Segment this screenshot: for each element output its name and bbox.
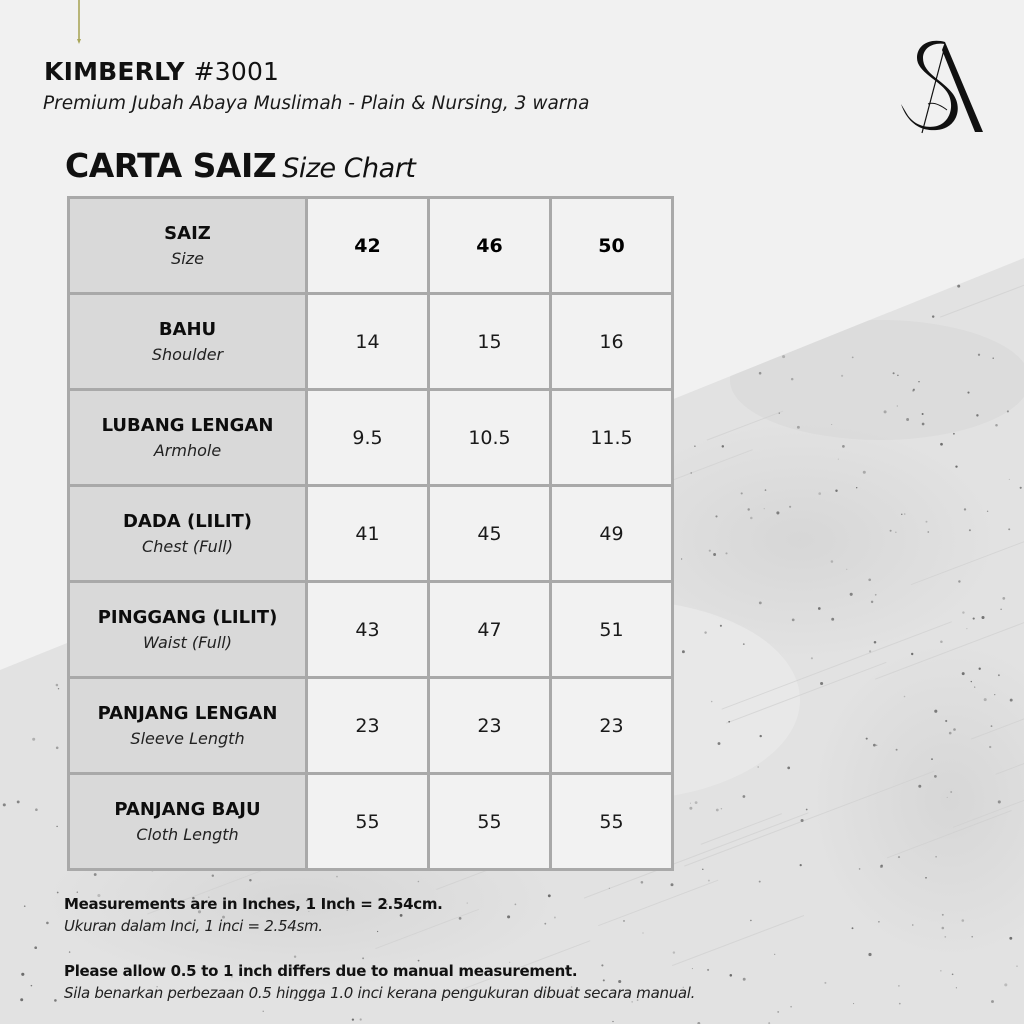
concrete-speckle (818, 607, 821, 610)
concrete-speckle (763, 285, 765, 287)
concrete-speckle (935, 856, 937, 858)
header-label-ms: SAIZ (164, 222, 211, 244)
concrete-speckle (777, 1011, 779, 1013)
concrete-speckle (249, 879, 251, 881)
concrete-speckle (811, 657, 813, 659)
concrete-speckle (42, 529, 44, 531)
concrete-speckle (934, 710, 937, 713)
concrete-speckle (782, 355, 785, 358)
table-row (69, 486, 673, 582)
row-label-ms: PANJANG LENGAN (97, 702, 278, 724)
concrete-speckle (716, 809, 719, 812)
concrete-speckle (841, 258, 844, 261)
concrete-speckle (1002, 597, 1005, 600)
value-cell: 23 (307, 678, 429, 774)
concrete-speckle (927, 531, 929, 533)
concrete-speckle (23, 308, 24, 309)
concrete-speckle (806, 809, 808, 811)
concrete-speckle (709, 550, 711, 552)
size-chart-table (67, 196, 674, 871)
value-cell: 55 (551, 774, 673, 870)
row-label-cell (69, 774, 307, 870)
concrete-speckle (852, 927, 854, 929)
product-code: #3001 (193, 57, 280, 86)
concrete-speckle (1000, 609, 1001, 610)
table-row (69, 582, 673, 678)
concrete-speckle (831, 618, 834, 621)
concrete-speckle (940, 970, 941, 971)
concrete-speckle (874, 641, 877, 644)
size-header-cell: 42 (307, 198, 429, 294)
concrete-speckle (912, 924, 913, 925)
concrete-speckle (711, 267, 713, 269)
concrete-speckle (765, 489, 767, 491)
concrete-speckle (932, 315, 934, 317)
concrete-speckle (1007, 410, 1009, 412)
concrete-speckle (263, 1011, 264, 1012)
size-chart-title-ms: CARTA SAIZ (65, 146, 277, 185)
concrete-speckle (945, 720, 947, 722)
concrete-speckle (831, 560, 834, 563)
concrete-speckle (21, 973, 24, 976)
concrete-speckle (750, 517, 753, 520)
concrete-speckle (949, 732, 952, 735)
concrete-speckle (922, 413, 924, 415)
concrete-speckle (56, 684, 59, 687)
concrete-speckle (942, 927, 945, 930)
concrete-speckle (981, 616, 984, 619)
value-cell: 23 (429, 678, 551, 774)
concrete-speckle (884, 410, 887, 413)
row-label-en: Sleeve Length (130, 728, 245, 748)
concrete-speckle (801, 819, 804, 822)
concrete-speckle (947, 797, 948, 798)
concrete-speckle (759, 601, 762, 604)
concrete-speckle (212, 875, 214, 877)
concrete-speckle (914, 276, 916, 278)
concrete-speckle (906, 418, 909, 421)
concrete-speckle (899, 1003, 901, 1005)
concrete-speckle (934, 775, 937, 778)
concrete-speckle (950, 791, 952, 793)
size-header-cell: 50 (551, 198, 673, 294)
concrete-speckle (58, 306, 60, 308)
concrete-speckle (713, 553, 716, 556)
concrete-speckle (728, 721, 730, 723)
concrete-speckle (875, 594, 877, 596)
concrete-speckle (971, 936, 973, 938)
concrete-speckle (24, 905, 26, 907)
concrete-speckle (953, 433, 955, 435)
concrete-speckle (711, 701, 713, 703)
concrete-speckle (911, 653, 913, 655)
concrete-speckle (853, 1003, 854, 1004)
concrete-speckle (898, 856, 900, 858)
concrete-speckle (818, 492, 821, 495)
concrete-speckle (926, 521, 928, 523)
concrete-speckle (17, 589, 19, 591)
concrete-speckle (1009, 479, 1010, 480)
concrete-speckle (911, 296, 913, 298)
concrete-speckle (29, 542, 32, 545)
concrete-speckle (956, 987, 957, 988)
value-cell: 11.5 (551, 390, 673, 486)
concrete-speckle (757, 766, 759, 768)
row-label-ms: BAHU (158, 318, 217, 340)
concrete-speckle (418, 881, 420, 883)
concrete-speckle (967, 392, 969, 394)
table-row (69, 390, 673, 486)
concrete-speckle (725, 552, 727, 554)
concrete-speckle (940, 443, 943, 446)
concrete-speckle (846, 569, 847, 570)
concrete-speckle (52, 547, 55, 550)
row-label-cell (69, 390, 307, 486)
value-cell: 45 (429, 486, 551, 582)
concrete-speckle (991, 1000, 994, 1003)
concrete-speckle (979, 668, 981, 670)
concrete-speckle (881, 864, 883, 866)
concrete-speckle (1004, 983, 1007, 986)
concrete-speckle (987, 511, 988, 512)
concrete-speckle (789, 506, 791, 508)
value-cell: 10.5 (429, 390, 551, 486)
concrete-speckle (750, 920, 751, 921)
concrete-speckle (831, 424, 832, 425)
concrete-speckle (34, 946, 37, 949)
row-label-en: Armhole (153, 440, 222, 460)
concrete-speckle (998, 674, 1000, 676)
concrete-speckle (20, 998, 23, 1001)
concrete-speckle (8, 355, 11, 358)
row-label-en: Waist (Full) (143, 632, 232, 652)
concrete-speckle (56, 826, 57, 827)
concrete-speckle (35, 808, 38, 811)
concrete-speckle (998, 800, 1001, 803)
concrete-speckle (866, 738, 868, 740)
concrete-speckle (681, 558, 682, 559)
brand-logo (895, 36, 995, 138)
product-name: KIMBERLY (44, 57, 185, 86)
concrete-speckle (806, 258, 809, 261)
concrete-speckle (32, 318, 35, 321)
concrete-speckle (1020, 487, 1022, 489)
concrete-speckle (1009, 937, 1012, 940)
value-cell: 55 (307, 774, 429, 870)
concrete-speckle (897, 405, 898, 406)
concrete-speckle (694, 445, 696, 447)
concrete-speckle (32, 738, 35, 741)
concrete-speckle (800, 864, 802, 866)
concrete-speckle (759, 881, 761, 883)
concrete-speckle (901, 514, 902, 515)
concrete-speckle (868, 578, 871, 581)
concrete-speckle (904, 696, 906, 698)
concrete-speckle (969, 529, 971, 531)
concrete-speckle (677, 266, 678, 267)
row-label-en: Shoulder (151, 344, 224, 364)
header-label-en: Size (171, 248, 204, 268)
concrete-speckle (759, 372, 762, 375)
concrete-speckle (978, 354, 980, 356)
concrete-speckle (17, 800, 20, 803)
concrete-speckle (993, 358, 994, 359)
concrete-speckle (45, 531, 46, 532)
row-label-ms: PINGGANG (LILIT) (97, 606, 278, 628)
concrete-speckle (747, 508, 749, 510)
value-cell: 49 (551, 486, 673, 582)
concrete-speckle (824, 982, 826, 984)
concrete-speckle (54, 999, 57, 1002)
concrete-speckle (918, 381, 919, 382)
concrete-speckle (718, 742, 721, 745)
concrete-speckle (890, 530, 892, 532)
size-chart-title-en: Size Chart (282, 153, 416, 184)
concrete-speckle (957, 285, 960, 288)
concrete-speckle (895, 532, 896, 533)
concrete-speckle (931, 758, 933, 760)
concrete-speckle (898, 985, 900, 987)
table-row (69, 678, 673, 774)
concrete-speckle (671, 883, 674, 886)
concrete-speckle (720, 625, 722, 627)
row-label-ms: LUBANG LENGAN (101, 414, 274, 436)
concrete-speckle (863, 471, 866, 474)
concrete-speckle (63, 402, 65, 404)
concrete-speckle (940, 640, 943, 643)
measurement-notes (64, 893, 695, 1004)
concrete-speckle (730, 974, 733, 977)
size-chart-heading (65, 146, 415, 185)
concrete-speckle (760, 735, 762, 737)
table-row (69, 294, 673, 390)
concrete-speckle (722, 445, 724, 447)
concrete-speckle (897, 375, 898, 376)
row-label-en: Cloth Length (136, 824, 239, 844)
concrete-speckle (791, 378, 794, 381)
concrete-speckle (674, 296, 675, 297)
concrete-speckle (1008, 528, 1010, 530)
concrete-speckle (612, 1021, 613, 1022)
row-label-cell (69, 486, 307, 582)
concrete-speckle (360, 1018, 362, 1020)
concrete-speckle (787, 767, 790, 770)
concrete-speckle (792, 619, 795, 622)
concrete-speckle (46, 922, 49, 925)
concrete-speckle (743, 643, 745, 645)
concrete-speckle (913, 389, 915, 391)
concrete-speckle (31, 985, 33, 987)
concrete-speckle (856, 487, 857, 488)
concrete-speckle (869, 650, 871, 652)
concrete-speckle (953, 728, 956, 731)
concrete-speckle (966, 628, 967, 629)
concrete-speckle (336, 876, 338, 878)
concrete-speckle (989, 746, 991, 748)
concrete-speckle (774, 954, 775, 955)
concrete-speckle (695, 801, 698, 804)
concrete-speckle (2, 329, 4, 331)
tolerance-note-ms: Sila benarkan perbezaan 0.5 hingga 1.0 inci kerana pengukuran dibuat secara manual. (64, 984, 696, 1002)
concrete-speckle (922, 423, 925, 426)
concrete-speckle (994, 694, 995, 695)
concrete-speckle (971, 681, 972, 682)
concrete-speckle (942, 914, 944, 916)
header-label-cell (69, 198, 307, 294)
row-label-en: Chest (Full) (142, 536, 233, 556)
concrete-speckle (94, 873, 97, 876)
row-label-cell (69, 582, 307, 678)
concrete-speckle (779, 412, 780, 413)
value-cell: 55 (429, 774, 551, 870)
value-cell: 14 (307, 294, 429, 390)
concrete-speckle (776, 511, 779, 514)
concrete-speckle (976, 414, 978, 416)
concrete-speckle (904, 513, 906, 515)
concrete-speckle (841, 375, 843, 377)
concrete-speckle (876, 285, 878, 287)
row-label-cell (69, 294, 307, 390)
concrete-speckle (682, 650, 685, 653)
concrete-speckle (946, 277, 948, 279)
concrete-speckle (57, 892, 59, 894)
tolerance-note-en: Please allow 0.5 to 1 inch differs due to manual measurement. (64, 962, 578, 980)
concrete-speckle (764, 508, 765, 509)
units-note-ms: Ukuran dalam Inci, 1 inci = 2.54sm. (64, 917, 323, 935)
concrete-speckle (850, 593, 853, 596)
concrete-speckle (690, 472, 691, 473)
concrete-speckle (702, 869, 703, 870)
units-note-en: Measurements are in Inches, 1 Inch = 2.54cm. (64, 895, 443, 913)
concrete-speckle (704, 631, 706, 633)
concrete-speckle (3, 803, 6, 806)
concrete-speckle (918, 785, 921, 788)
value-cell: 51 (551, 582, 673, 678)
concrete-speckle (1016, 966, 1017, 967)
concrete-speckle (609, 888, 610, 889)
concrete-speckle (958, 580, 960, 582)
concrete-speckle (871, 601, 873, 603)
concrete-speckle (690, 803, 691, 804)
concrete-speckle (689, 807, 692, 810)
size-header-cell: 46 (429, 198, 551, 294)
product-subtitle: Premium Jubah Abaya Muslimah - Plain & Nursing, 3 warna (43, 93, 590, 114)
concrete-speckle (1, 661, 4, 664)
concrete-speckle (944, 936, 946, 938)
concrete-speckle (964, 508, 966, 510)
concrete-speckle (721, 808, 722, 809)
concrete-speckle (38, 589, 40, 591)
concrete-speckle (842, 445, 845, 448)
concrete-speckle (852, 357, 854, 359)
concrete-speckle (743, 978, 746, 981)
concrete-speckle (876, 745, 877, 746)
table-row (69, 774, 673, 870)
concrete-speckle (711, 312, 714, 315)
concrete-speckle (984, 698, 987, 701)
concrete-speckle (797, 426, 800, 429)
concrete-speckle (925, 877, 927, 879)
concrete-speckle (973, 618, 975, 620)
concrete-speckle (838, 459, 839, 460)
concrete-speckle (58, 688, 59, 689)
value-cell: 9.5 (307, 390, 429, 486)
concrete-speckle (873, 744, 876, 747)
arrow-down-icon (77, 0, 81, 46)
row-label-cell (69, 678, 307, 774)
concrete-speckle (352, 1018, 354, 1020)
concrete-speckle (56, 747, 59, 750)
concrete-speckle (974, 686, 975, 687)
value-cell: 47 (429, 582, 551, 678)
concrete-speckle (995, 424, 998, 427)
value-cell: 41 (307, 486, 429, 582)
concrete-speckle (1010, 699, 1013, 702)
product-title (44, 57, 279, 86)
concrete-speckle (835, 490, 837, 492)
concrete-speckle (43, 342, 45, 344)
value-cell: 43 (307, 582, 429, 678)
value-cell: 23 (551, 678, 673, 774)
table-header-row (69, 198, 673, 294)
value-cell: 16 (551, 294, 673, 390)
concrete-speckle (868, 953, 871, 956)
concrete-speckle (707, 969, 709, 971)
concrete-speckle (859, 868, 861, 870)
concrete-speckle (991, 725, 993, 727)
concrete-speckle (741, 492, 743, 494)
concrete-speckle (952, 973, 954, 975)
concrete-speckle (962, 611, 964, 613)
concrete-speckle (887, 265, 888, 266)
concrete-speckle (955, 465, 957, 467)
row-label-ms: PANJANG BAJU (114, 798, 261, 820)
concrete-speckle (962, 672, 965, 675)
value-cell: 15 (429, 294, 551, 390)
concrete-speckle (870, 251, 871, 252)
concrete-speckle (708, 880, 710, 882)
concrete-speckle (641, 881, 644, 884)
concrete-speckle (896, 749, 898, 751)
concrete-speckle (790, 1006, 792, 1008)
row-label-ms: DADA (LILIT) (122, 510, 253, 532)
concrete-speckle (715, 515, 717, 517)
concrete-speckle (743, 795, 746, 798)
concrete-speckle (50, 561, 51, 562)
concrete-speckle (878, 921, 880, 923)
concrete-speckle (962, 919, 965, 922)
concrete-speckle (893, 372, 895, 374)
concrete-speckle (7, 491, 8, 492)
concrete-speckle (688, 310, 691, 313)
concrete-speckle (820, 682, 823, 685)
concrete-speckle (10, 288, 13, 291)
